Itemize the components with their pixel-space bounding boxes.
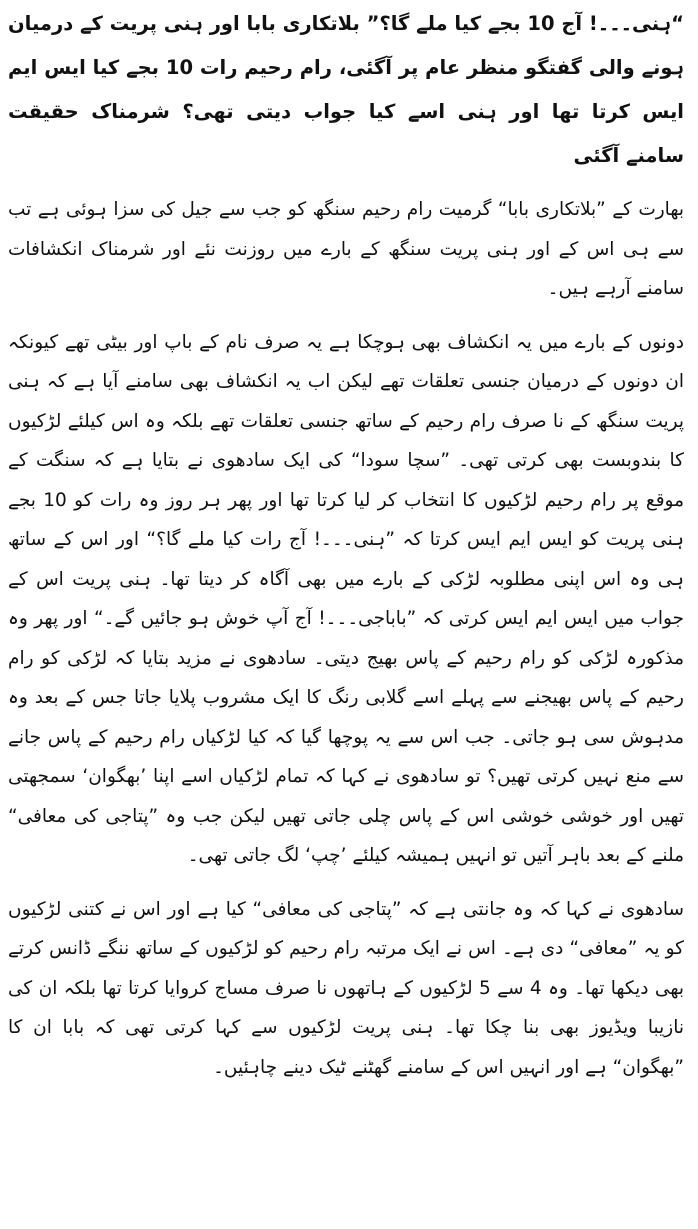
article-headline: “ہنی۔۔۔! آج 10 بجے کیا ملے گا؟” بلاتکاری بابا اور ہنی پریت کے درمیان ہونے والی گفتگو منظر عام پر آگئی، رام رحیم رات 10 بجے کیا ایس ایم ایس کرتا تھا اور ہنی اسے کیا جواب دیتی تھی؟ شرمناک حقیقت سامنے آگئی [8, 12, 685, 167]
article-paragraph-2: دونوں کے بارے میں یہ انکشاف بھی ہوچکا ہے یہ صرف نام کے باپ اور بیٹی تھے کیونکہ ان دونوں کے درمیان جنسی تعلقات تھے لیکن اب یہ انکشاف بھی سامنے آیا ہے کہ ہنی پریت سنگھ کے نا صرف رام رحیم کے ساتھ جنسی تعلقات تھے بلکہ وہ اس کیلئے لڑکیوں کا بندوبست بھی کرتی تھی۔ ”سچا سودا“ کی ایک سادھوی نے بتایا ہے کہ سنگت کے موقع پر رام رحیم لڑکیوں کا انتخاب کر لیا کرتا تھا اور پھر ہر روز وہ رات کو 10 بجے ہنی پریت کو ایس ایم ایس کرتا کہ ”ہنی۔۔۔! آج رات کیا ملے گا؟“ اور اس کے ساتھ ہی وہ اس اپنی مطلوبہ لڑکی کے بارے میں بھی آگاہ کر دیتا تھا۔ ہنی پریت اس کے جواب میں ایس ایم ایس کرتی کہ ”باباجی۔۔۔! آج آپ خوش ہو جائیں گے۔“ اور پھر وہ مذکورہ لڑکی کو رام رحیم کے پاس بھیج دیتی۔ سادھوی نے مزید بتایا کہ لڑکی کو رام رحیم کے پاس بھیجنے سے پہلے اسے گلابی رنگ کا ایک مشروب پلایا جاتا جس کے بعد وہ مدہوش سی ہو جاتی۔ جب اس سے یہ پوچھا گیا کہ کیا لڑکیاں رام رحیم کے پاس جانے سے منع نہیں کرتی تھیں؟ تو سادھوی نے کہا کہ تمام لڑکیاں اسے اپنا ’بھگوان‘ سمجھتی تھیں اور خوشی خوشی اس کے پاس چلی جاتی تھیں لیکن جب وہ ”پتاجی کی معافی“ ملنے کے بعد باہر آتیں تو انہیں ہمیشہ کیلئے ’چپ‘ لگ جاتی تھی۔ [8, 331, 685, 866]
article-paragraph-3: سادھوی نے کہا کہ وہ جانتی ہے کہ ”پتاجی کی معافی“ کیا ہے اور اس نے کتنی لڑکیوں کو یہ ”معافی“ دی ہے۔ اس نے ایک مرتبہ رام رحیم کو لڑکیوں کے ساتھ ننگے ڈانس کرتے بھی دیکھا تھا۔ وہ 4 سے 5 لڑکیوں کے ہاتھوں نا صرف مساج کروایا کرتا تھا بلکہ ان کی نازیبا ویڈیوز بھی بنا چکا تھا۔ ہنی پریت لڑکیوں سے کہا کرتی تھی کہ بابا ان کا ”بھگوان“ ہے اور انہیں اس کے سامنے گھٹنے ٹیک دینے چاہئیں۔ [8, 898, 684, 1078]
spacer [8, 178, 684, 190]
spacer [8, 309, 684, 323]
spacer [8, 876, 684, 890]
article-paragraph-1: بھارت کے ”بلاتکاری بابا“ گرمیت رام رحیم سنگھ کو جب سے جیل کی سزا ہوئی ہے تب سے ہی اس کے اور ہنی پریت سنگھ کے بارے میں روزنت نئے اور شرمناک انکشافات سامنے آرہے ہیں۔ [8, 199, 684, 299]
